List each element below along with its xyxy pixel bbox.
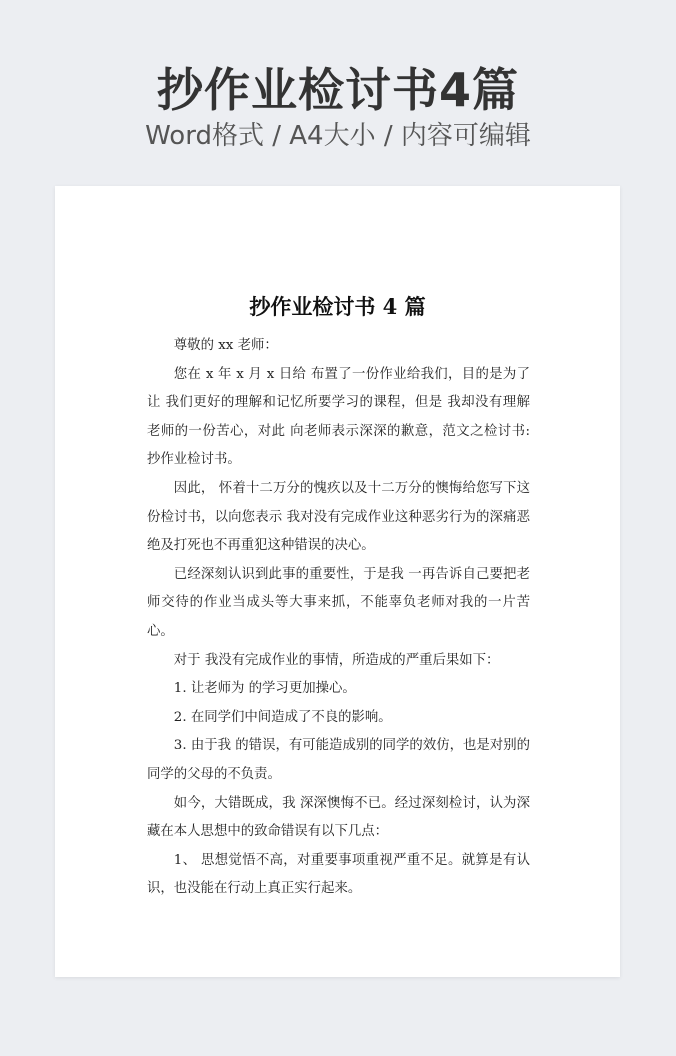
list-item: 3. 由于我 的错误，有可能造成别的同学的效仿，也是对别的同学的父母的不负责。 [147,738,530,782]
list-item: 2. 在同学们中间造成了不良的影响。 [173,709,392,725]
body-paragraph: 如今，大错既成，我 深深懊悔不已。经过深刻检讨，认为深藏在本人思想中的致命错误有以下几点： [147,795,530,840]
banner-subtitle: Word格式 / A4大小 / 内容可编辑 [145,121,531,151]
body-paragraph: 对于 我没有完成作业的事情，所造成的严重后果如下： [173,652,500,668]
body-paragraph: 已经深刻认识到此事的重要性，于是我 一再告诉自己要把老师交待的作业当成头等大事来抓，不能辜负老师对我的一片苦心。 [147,566,530,639]
document-page [55,186,620,977]
list-item: 1. 让老师为 的学习更加操心。 [173,681,356,697]
body-paragraph: 因此， 怀着十二万分的愧疚以及十二万分的懊悔给您写下这份检讨书，以向您表示 我对没有完成作业这种恶劣行为的深痛恶绝及打死也不再重犯这种错误的决心。 [147,480,530,554]
body-paragraph: 您在 x 年 x 月 x 日给 布置了一份作业给我们，目的是为了让 我们更好的理解和记忆所要学习的课程，但是 我却没有理解老师的一份苦心，对此 向老师表示深深的歉意，范文之检讨书:抄作业检讨书。 [147,366,530,468]
document-title: 抄作业检讨书 4 篇 [249,294,426,319]
banner [0,0,676,186]
list-item: 1、 思想觉悟不高，对重要事项重视严重不足。就算是有认识，也没能在行动上真正实行起来。 [147,852,530,897]
banner-title: 抄作业检讨书4篇 [156,63,519,117]
document-body [147,332,530,904]
salutation: 尊敬的 xx 老师： [173,338,278,353]
